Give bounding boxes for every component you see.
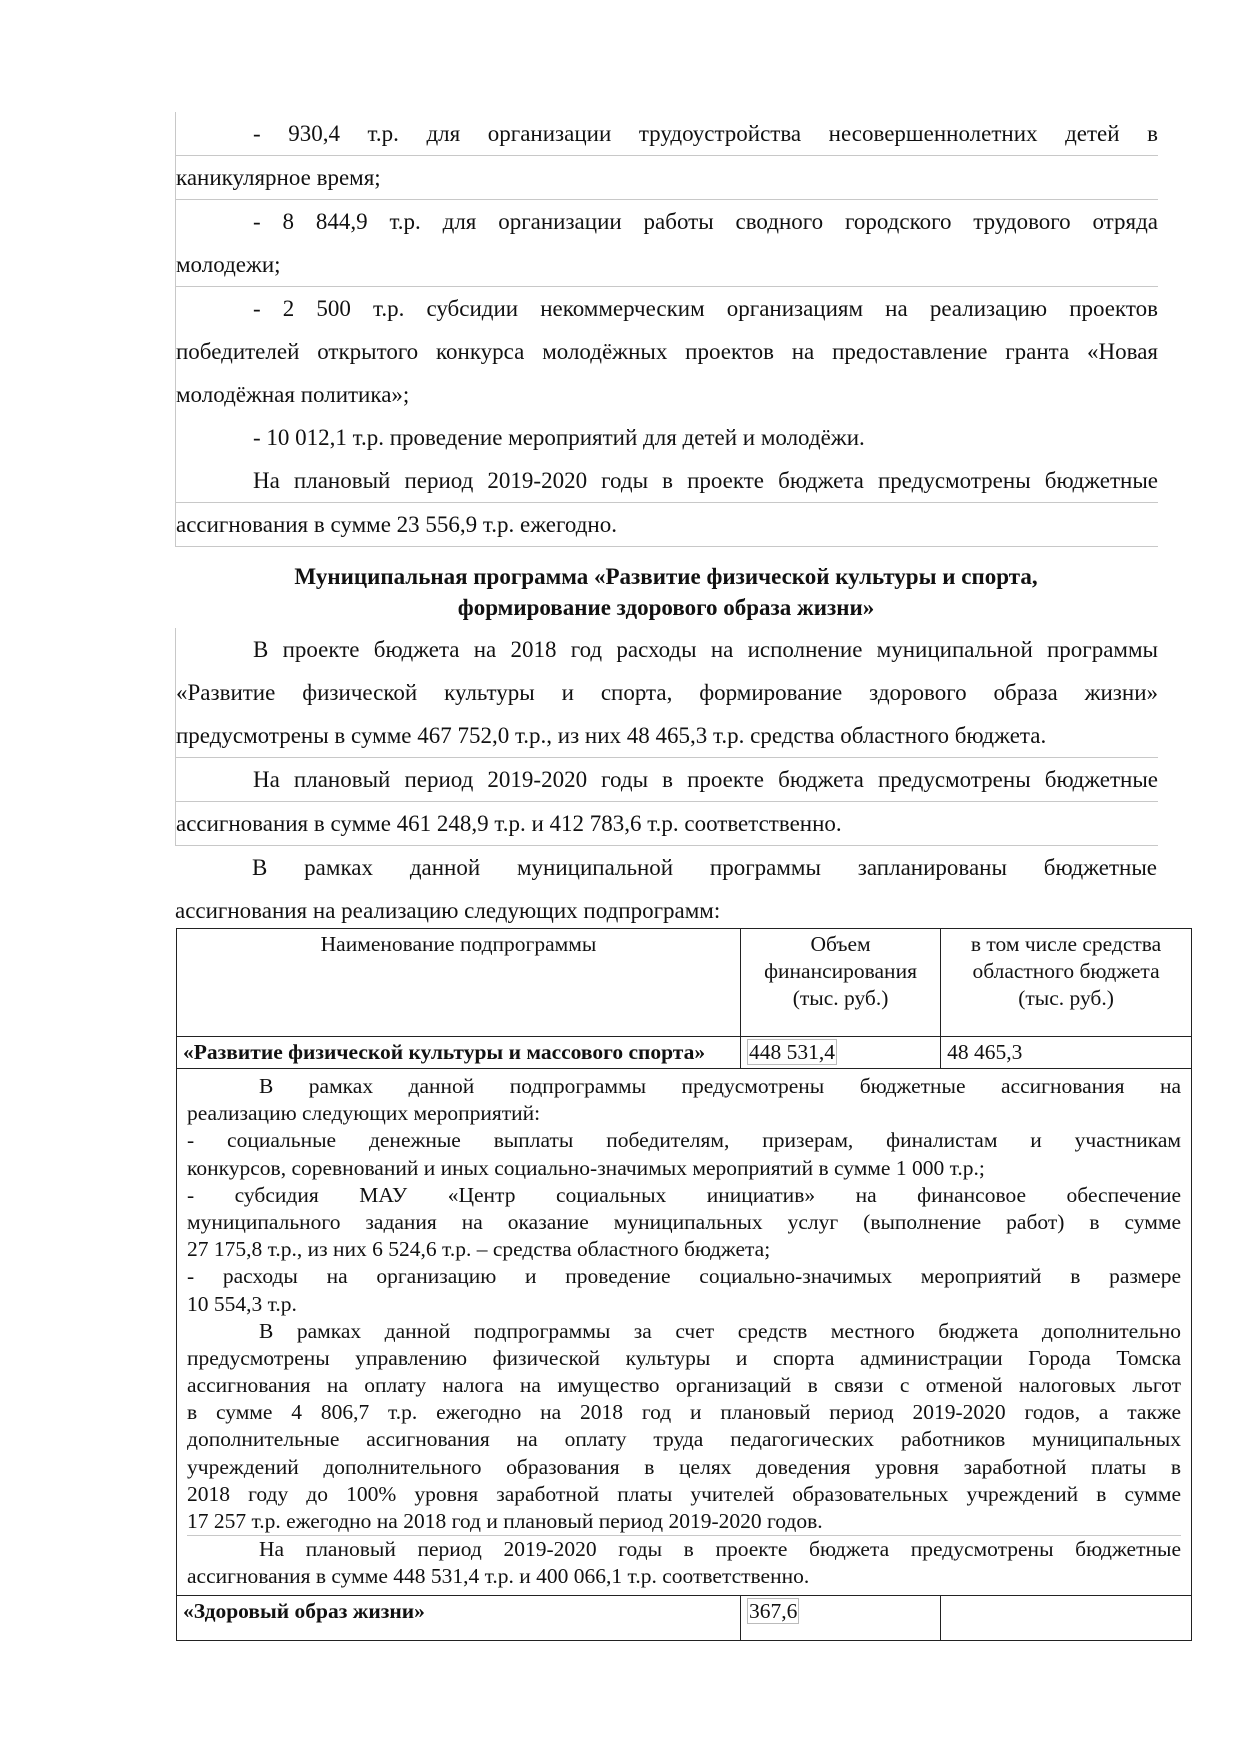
subprogram-name: «Развитие физической культуры и массового спорта»	[177, 1037, 741, 1069]
table-header-row	[177, 929, 1192, 1037]
text-line: муниципального задания на оказание муниципальных услуг (выполнение работ) в сумме	[187, 1209, 1181, 1234]
text-line: «Развитие физической культуры и спорта, формирование здорового образа жизни»	[176, 680, 1158, 705]
subprogram-regional	[941, 1595, 1192, 1640]
text-line: В рамках данной подпрограммы за счет средств местного бюджета дополнительно	[259, 1318, 1181, 1343]
subprogram-volume	[741, 1037, 941, 1069]
text-line: - 930,4 т.р. для организации трудоустройства несовершеннолетних детей в	[176, 112, 1158, 156]
text-line: ассигнования на оплату налога на имущество организаций в связи с отменой налоговых льгот	[187, 1373, 1181, 1398]
text-line: учреждений дополнительного образования в целях доведения уровня заработной платы в	[187, 1454, 1181, 1479]
text-line: молодёжная политика»;	[176, 382, 410, 407]
header-volume: Объем финансирования (тыс. руб.)	[741, 929, 941, 1037]
text-line: ассигнования в сумме 23 556,9 т.р. ежегодно.	[176, 503, 1158, 547]
table-row	[177, 1037, 1192, 1069]
text-line: - 8 844,9 т.р. для организации работы сводного городского трудового отряда	[253, 209, 1158, 234]
text-line: - расходы на организацию и проведение социально-значимых мероприятий в размере	[187, 1264, 1181, 1289]
header-regional: в том числе средства областного бюджета (тыс. руб.)	[941, 929, 1192, 1037]
volume-value: 367,6	[749, 1598, 798, 1623]
text-line: - социальные денежные выплаты победителям, призерам, финалистам и участникам	[187, 1128, 1181, 1153]
text-line: в сумме 4 806,7 т.р. ежегодно на 2018 год и плановый период 2019-2020 годов, а также	[187, 1400, 1181, 1425]
youth-policy-block	[175, 112, 1158, 547]
text-line: В проекте бюджета на 2018 год расходы на исполнение муниципальной программы	[253, 637, 1158, 662]
text-line: 17 257 т.р. ежегодно на 2018 год и плановый период 2019-2020 годов.	[187, 1509, 823, 1533]
subprogram-name: «Здоровый образ жизни»	[177, 1595, 741, 1640]
text-line: На плановый период 2019-2020 годы в проекте бюджета предусмотрены бюджетные	[176, 758, 1158, 802]
text-line: ассигнования в сумме 461 248,9 т.р. и 412 783,6 т.р. соответственно.	[176, 802, 1158, 846]
table-row-description	[177, 1069, 1192, 1596]
text-line: дополнительные ассигнования на оплату труда педагогических работников муниципальных	[187, 1427, 1181, 1452]
text-line: молодежи;	[176, 243, 1158, 287]
text-line: В рамках данной подпрограммы предусмотрены бюджетные ассигнования на	[259, 1074, 1181, 1098]
text-line: В рамках данной муниципальной программы запланированы бюджетные	[252, 855, 1157, 880]
subprograms-intro	[175, 846, 1157, 932]
program-summary-block	[175, 628, 1158, 846]
text-line: победителей открытого конкурса молодёжных проектов на предоставление гранта «Новая	[176, 339, 1158, 364]
subprogram-description	[177, 1069, 1192, 1596]
text-line: реализацию следующих мероприятий:	[187, 1101, 541, 1126]
subprograms-table	[176, 928, 1192, 1641]
text-line: предусмотрены в сумме 467 752,0 т.р., из них 48 465,3 т.р. средства областного бюджета.	[176, 714, 1158, 758]
volume-value: 448 531,4	[749, 1040, 835, 1064]
section-heading-line: Муниципальная программа «Развитие физической культуры и спорта,	[294, 564, 1038, 589]
text-line: На плановый период 2019-2020 годы в проекте бюджета предусмотрены бюджетные	[176, 459, 1158, 503]
section-heading-line: формирование здорового образа жизни»	[457, 595, 875, 620]
text-line: конкурсов, соревнований и иных социально-значимых мероприятий в сумме 1 000 т.р.;	[187, 1155, 985, 1180]
text-line: - 2 500 т.р. субсидии некоммерческим организациям на реализацию проектов	[253, 296, 1158, 321]
text-line: - 10 012,1 т.р. проведение мероприятий для детей и молодёжи.	[253, 425, 865, 450]
subprogram-regional: 48 465,3	[941, 1037, 1192, 1069]
header-name: Наименование подпрограммы	[177, 929, 741, 1037]
text-line: - субсидия МАУ «Центр социальных инициатив» на финансовое обеспечение	[187, 1182, 1181, 1207]
text-line: предусмотрены управлению физической культуры и спорта администрации Города Томска	[187, 1345, 1181, 1370]
text-line: ассигнования в сумме 448 531,4 т.р. и 400 066,1 т.р. соответственно.	[187, 1564, 810, 1589]
text-line: 27 175,8 т.р., из них 6 524,6 т.р. – средства областного бюджета;	[187, 1237, 771, 1262]
text-line: На плановый период 2019-2020 годы в проекте бюджета предусмотрены бюджетные	[187, 1535, 1181, 1563]
text-line: каникулярное время;	[176, 156, 1158, 200]
text-line: 10 554,3 т.р.	[187, 1291, 297, 1316]
table-row	[177, 1595, 1192, 1640]
subprogram-volume	[741, 1595, 941, 1640]
text-line: ассигнования на реализацию следующих подпрограмм:	[175, 898, 721, 923]
text-line: 2018 году до 100% уровня заработной платы учителей образовательных учреждений в сумме	[187, 1481, 1181, 1506]
